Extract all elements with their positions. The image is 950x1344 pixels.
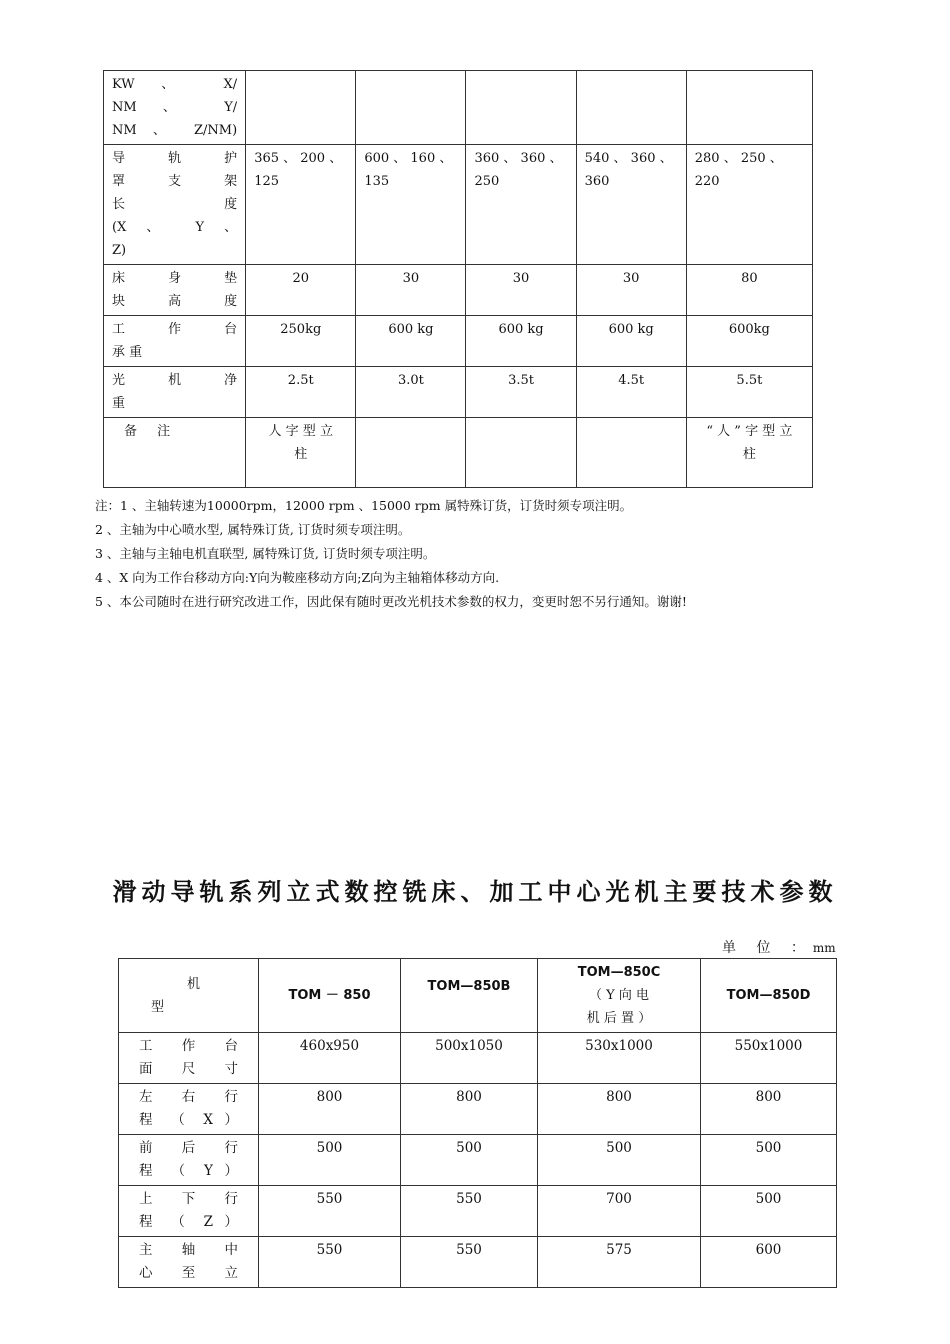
table-cell: 500 (701, 1186, 837, 1237)
table-cell: 550x1000 (701, 1033, 837, 1084)
table-cell: 500 (401, 1135, 538, 1186)
table-cell: 500 (701, 1135, 837, 1186)
table-cell (356, 418, 466, 488)
table-cell: 530x1000 (538, 1033, 701, 1084)
table-cell (246, 71, 356, 145)
row-label-z-travel: 上 下 行 程 （ Z ） (119, 1186, 259, 1237)
row-label-x-travel: 左 右 行 程 （ X ） (119, 1084, 259, 1135)
row-label-y-travel: 前 后 行 程 （ Y ） (119, 1135, 259, 1186)
header-model: TOM—850C （ Y 向 电 机 后 置 ） (538, 959, 701, 1033)
table-cell: 800 (538, 1084, 701, 1135)
row-label-table-size: 工 作 台 面 尺 寸 (119, 1033, 259, 1084)
section-title: 滑动导轨系列立式数控铣床、加工中心光机主要技术参数 (112, 878, 838, 906)
table-cell: 550 (401, 1237, 538, 1288)
table-row (119, 1237, 837, 1288)
table-cell: 365 、 200 、 125 (246, 145, 356, 265)
table-cell: 30 (576, 265, 686, 316)
unit-value: mm (812, 941, 836, 955)
table-cell: 550 (259, 1186, 401, 1237)
table-cell: 460x950 (259, 1033, 401, 1084)
note-line: 4 、X 向为工作台移动方向:Y向为鞍座移动方向;Z向为主轴箱体移动方向. (95, 570, 500, 585)
table-cell: 600 kg (466, 316, 576, 367)
table-row (104, 265, 813, 316)
table-cell: 600 (701, 1237, 837, 1288)
table-cell (466, 71, 576, 145)
table-cell: 500 (259, 1135, 401, 1186)
table-cell: 600 kg (576, 316, 686, 367)
table-cell: 3.0t (356, 367, 466, 418)
table-cell: 600 kg (356, 316, 466, 367)
table-cell: 280 、 250 、 220 (686, 145, 812, 265)
table-cell: 3.5t (466, 367, 576, 418)
spec-table-850-series (118, 958, 837, 1288)
row-label-net-weight: 光 机 净 重 (104, 367, 246, 418)
row-label-guard-length: 导 轨 护 罩 支 架 长 度 (X 、 Y 、 Z) (104, 145, 246, 265)
table-cell: 600kg (686, 316, 812, 367)
header-model: TOM—850D (701, 959, 837, 1033)
note-line: 3 、主轴与主轴电机直联型, 属特殊订货, 订货时须专项注明。 (95, 546, 436, 561)
table-cell (356, 71, 466, 145)
table-row (104, 418, 813, 488)
table-row (104, 145, 813, 265)
table-cell: 550 (401, 1186, 538, 1237)
table-cell: 800 (259, 1084, 401, 1135)
table-cell (686, 71, 812, 145)
header-model: TOM—850B (401, 959, 538, 1033)
unit-label: 单 位 ：mm (722, 940, 836, 956)
table-row (104, 316, 813, 367)
table-cell: “ 人 ” 字 型 立 柱 (686, 418, 812, 488)
table-row (119, 1186, 837, 1237)
table-cell: 250kg (246, 316, 356, 367)
table-cell: 540 、 360 、 360 (576, 145, 686, 265)
table-cell: 575 (538, 1237, 701, 1288)
table-cell: 人 字 型 立 柱 (246, 418, 356, 488)
notes (95, 494, 895, 614)
table-cell: 550 (259, 1237, 401, 1288)
table-row (119, 1084, 837, 1135)
table-cell (466, 418, 576, 488)
table-cell: 30 (356, 265, 466, 316)
table-cell: 2.5t (246, 367, 356, 418)
table-row (104, 71, 813, 145)
table-row (104, 367, 813, 418)
row-label-table-load: 工 作 台 承 重 (104, 316, 246, 367)
table-cell: 800 (701, 1084, 837, 1135)
table-cell: 700 (538, 1186, 701, 1237)
table-cell: 800 (401, 1084, 538, 1135)
table-cell: 30 (466, 265, 576, 316)
spec-table-continued (103, 70, 813, 488)
table-cell (576, 418, 686, 488)
header-label-model: 机 型 (119, 959, 259, 1033)
table-cell: 360 、 360 、 250 (466, 145, 576, 265)
table-cell: 80 (686, 265, 812, 316)
row-label-power: KW 、 X/ NM 、 Y/ NM 、 Z/NM) (104, 71, 246, 145)
row-label-bed-pad-height: 床 身 垫 块 高 度 (104, 265, 246, 316)
table-header-row (119, 959, 837, 1033)
table-cell: 500x1050 (401, 1033, 538, 1084)
table-cell: 600 、 160 、 135 (356, 145, 466, 265)
note-line: 5 、本公司随时在进行研究改进工作，因此保有随时更改光机技术参数的权力，变更时恕不另行通知。谢谢! (95, 594, 687, 609)
note-line: 注：1 、主轴转速为10000rpm，12000 rpm 、15000 rpm 属特殊订货，订货时须专项注明。 (95, 498, 633, 513)
note-line: 2 、主轴为中心喷水型, 属特殊订货, 订货时须专项注明。 (95, 522, 411, 537)
table-row (119, 1135, 837, 1186)
table-cell (576, 71, 686, 145)
row-label-spindle-to-column: 主 轴 中 心 至 立 (119, 1237, 259, 1288)
table-cell: 20 (246, 265, 356, 316)
row-label-remarks: 备 注 (104, 418, 246, 488)
table-cell: 500 (538, 1135, 701, 1186)
table-cell: 4.5t (576, 367, 686, 418)
table-row (119, 1033, 837, 1084)
header-model: TOM － 850 (259, 959, 401, 1033)
table-cell: 5.5t (686, 367, 812, 418)
